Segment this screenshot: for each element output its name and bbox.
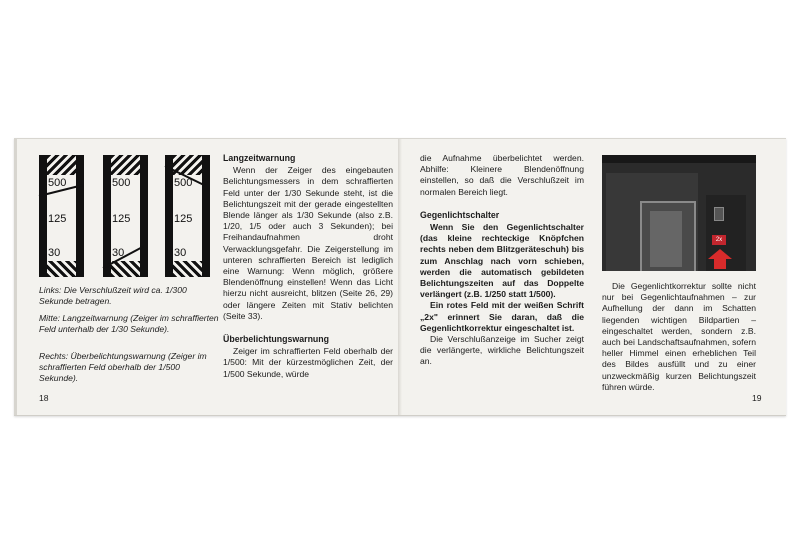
heading-gegenlichtschalter: Gegenlichtschalter <box>420 209 500 220</box>
paragraph: Die Verschlußanzeige im Sucher zeigt die verlängerte, wirkliche Belichtungszeit an. <box>420 334 584 367</box>
meter-label: 125 <box>48 213 67 225</box>
paragraph: Zeiger im schraffierten Feld oberhalb der 1/500: Mit der kürzestmöglichen Zeit, der 1/500 Sekunde, würde <box>223 346 393 379</box>
paragraph-bold: Wenn Sie den Gegenlichtschalter (das kleine rechteckige Knöpfchen rechts neben dem Blitzgeräteschuh) bis zum Anschlag nach vorn schieben, werden die automatisch gebildeten Belichtungszeiten auf das Doppelte verlängert (z.B. 1/250 statt 1/500). <box>420 222 584 300</box>
arrow-up-icon <box>708 249 732 259</box>
page-number: 19 <box>752 393 762 403</box>
booklet-spread <box>14 138 786 416</box>
caption-middle: Mitte: Langzeitwarnung (Zeiger im schraffierten Feld unterhalb der 1/30 Sekunde). <box>39 313 219 335</box>
paragraph: Wenn der Zeiger des eingebauten Belichtungsmessers in dem schraffierten Feld unter der 1/30 Sekunde steht, ist die Belichtungszeit mit der gerade eingestellten Blende länger als 1/30 Sekunde (also z.B. 1/20, 1/5 oder auch 3 Sekunden); bei Freihandaufnahmen droht Verwacklungsgefahr. Die Zeigerstellung im unteren schraffierten Bereich ist lediglich eine Warnung: Wenn möglich, größere Blendenöffnung einstellen! Wenn das Licht hierzu nicht ausreicht, blitzen (Seite 26, 29) oder längere Zeiten mit Stativ belichten (Seite 33). <box>223 165 393 321</box>
text-column-side <box>602 281 756 393</box>
meter-label: 500 <box>112 177 131 189</box>
caption-left: Links: Die Verschlußzeit wird ca. 1/300 Sekunde betragen. <box>39 285 187 307</box>
camera-photo <box>602 155 756 271</box>
paragraph: Die Gegenlichtkorrektur sollte nicht nur bei Gegenlichtaufnahmen – zur Aufhellung der dann im Schatten liegenden wichtigen Bildpartien – eingeschaltet werden, sondern z.B. auch bei Landschaftsaufnahmen, sofern heller Himmel einen erheblichen Teil des Bildes ausfüllt und zu einer unzweckmäßig kurzen Belichtungszeit führen würde. <box>602 281 756 392</box>
red-field-badge: 2x <box>712 235 726 245</box>
heading-langzeitwarnung: Langzeitwarnung <box>223 153 296 163</box>
paragraph: die Aufnahme überbelichtet werden. Abhilfe: Kleinere Blendenöffnung einstellen, so daß die Verschlußzeit im normalen Bereich liegt. <box>420 153 584 197</box>
text-column-left <box>223 153 393 380</box>
paragraph-bold: Ein rotes Feld mit der weißen Schrift „2x" erinnert Sie daran, daß die Gegenlichtkorrektur eingeschaltet ist. <box>420 300 584 333</box>
page-number: 18 <box>39 393 49 403</box>
left-page <box>14 139 400 415</box>
meter-label: 500 <box>48 177 67 189</box>
meter-label: 125 <box>112 213 131 225</box>
meter-diagram-middle <box>103 155 148 277</box>
caption-right: Rechts: Überbelichtungswarnung (Zeiger im schraffierten Feld oberhalb der 1/500 Sekunde). <box>39 351 207 384</box>
meter-label: 125 <box>174 213 193 225</box>
backlight-switch <box>714 207 724 221</box>
meter-diagram-left <box>39 155 84 277</box>
meter-label: 30 <box>174 247 187 259</box>
meter-label: 500 <box>174 177 193 189</box>
meter-diagram-right <box>165 155 210 277</box>
meter-label: 30 <box>48 247 61 259</box>
text-column-right <box>420 153 584 368</box>
right-page <box>400 139 786 415</box>
heading-ueberbelichtungswarnung: Überbelichtungswarnung <box>223 334 330 345</box>
meter-label: 30 <box>112 247 125 259</box>
